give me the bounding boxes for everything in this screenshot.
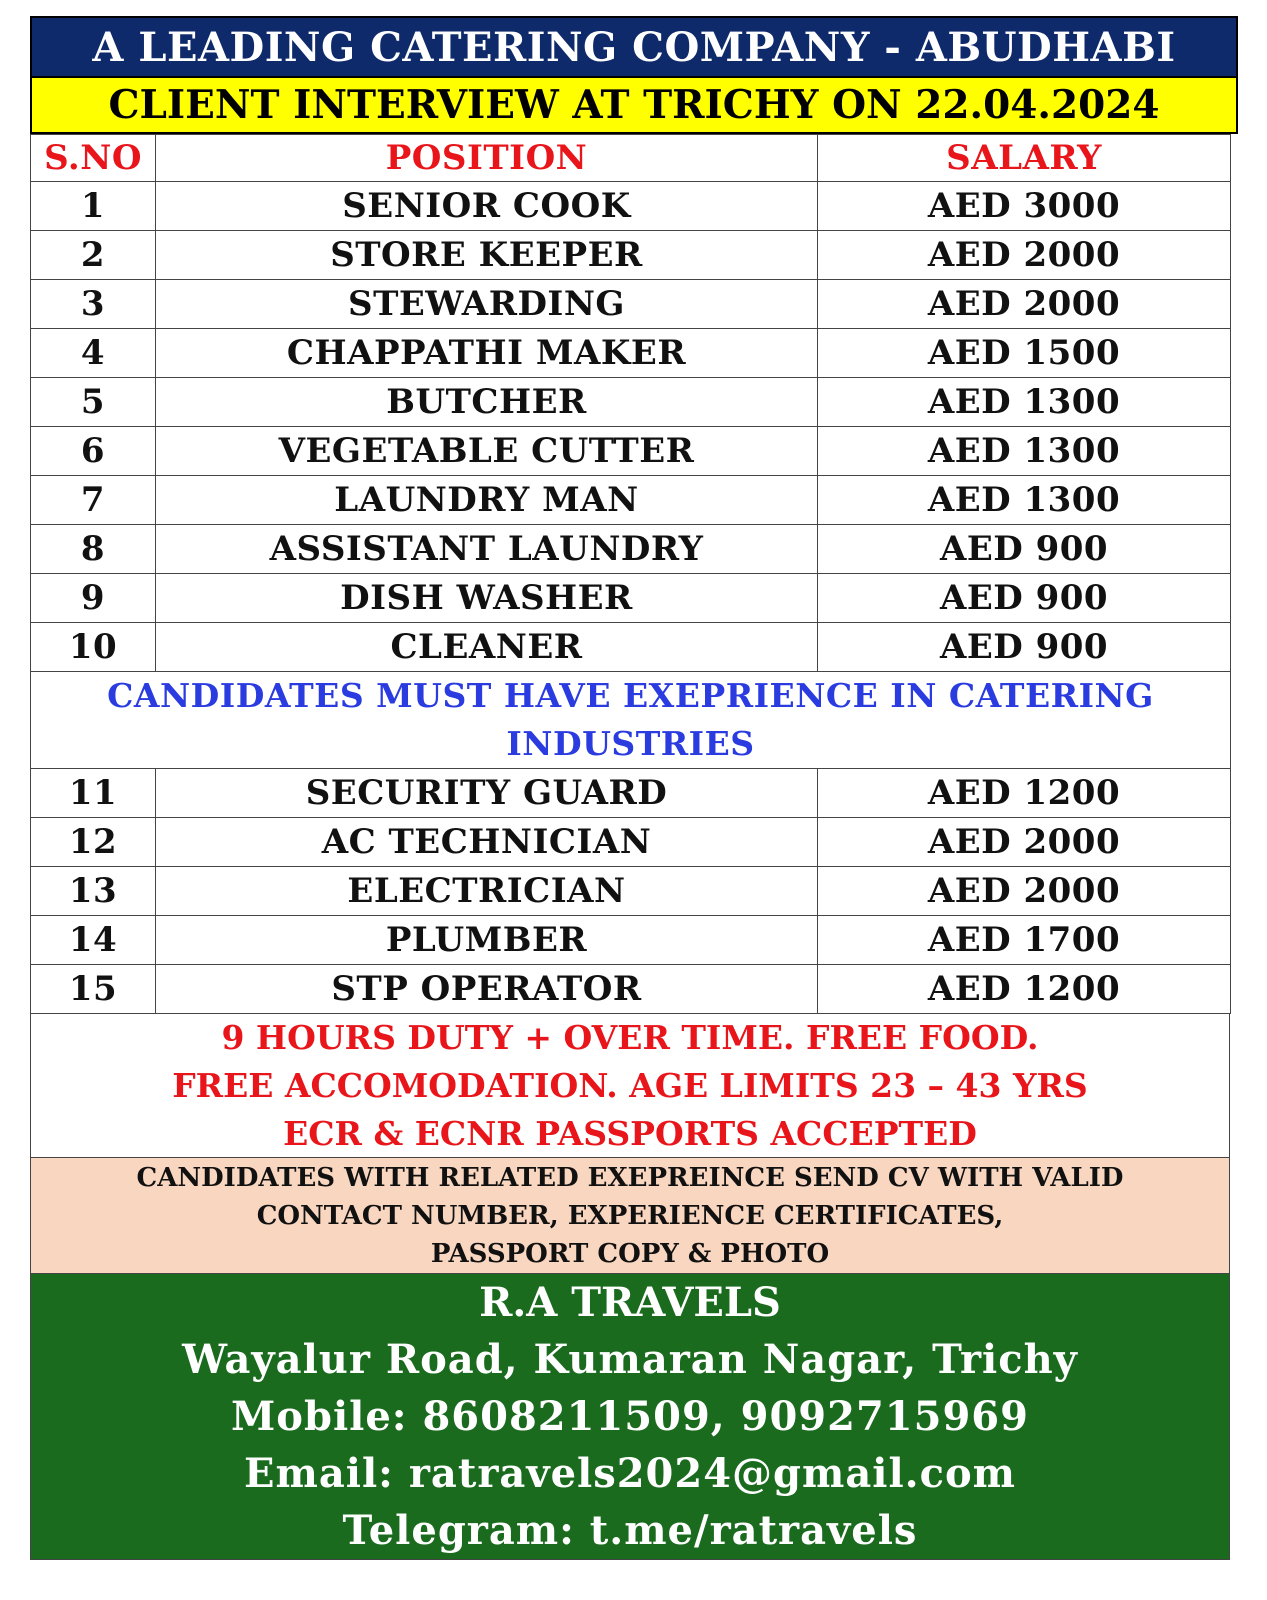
job-poster bbox=[30, 16, 1238, 1560]
table-row bbox=[31, 182, 1231, 231]
row-sno: 10 bbox=[31, 623, 156, 672]
instructions-block bbox=[30, 1158, 1230, 1274]
table-row bbox=[31, 818, 1231, 867]
row-salary: AED 2000 bbox=[818, 280, 1231, 329]
row-position: STORE KEEPER bbox=[156, 231, 818, 280]
instruction-line: CANDIDATES WITH RELATED EXEPREINCE SEND CV WITH VALID bbox=[136, 1162, 1124, 1193]
agency-address: Wayalur Road, Kumaran Nagar, Trichy bbox=[182, 1335, 1078, 1383]
experience-note: CANDIDATES MUST HAVE EXEPRIENCE IN CATERING INDUSTRIES bbox=[31, 672, 1231, 769]
benefit-line: ECR & ECNR PASSPORTS ACCEPTED bbox=[283, 1113, 977, 1153]
row-sno: 8 bbox=[31, 525, 156, 574]
table-row bbox=[31, 476, 1231, 525]
row-position: CLEANER bbox=[156, 623, 818, 672]
row-sno: 15 bbox=[31, 965, 156, 1014]
row-position: SENIOR COOK bbox=[156, 182, 818, 231]
row-sno: 13 bbox=[31, 867, 156, 916]
row-salary: AED 1300 bbox=[818, 427, 1231, 476]
row-sno: 5 bbox=[31, 378, 156, 427]
row-position: STEWARDING bbox=[156, 280, 818, 329]
row-sno: 14 bbox=[31, 916, 156, 965]
column-header-sno: S.NO bbox=[31, 135, 156, 182]
row-position: DISH WASHER bbox=[156, 574, 818, 623]
row-position: ASSISTANT LAUNDRY bbox=[156, 525, 818, 574]
row-sno: 11 bbox=[31, 769, 156, 818]
row-salary: AED 2000 bbox=[818, 818, 1231, 867]
row-salary: AED 1200 bbox=[818, 965, 1231, 1014]
benefits-block bbox=[30, 1014, 1230, 1158]
table-row bbox=[31, 623, 1231, 672]
agency-mobile: Mobile: 8608211509, 9092715969 bbox=[231, 1392, 1029, 1440]
instruction-line: PASSPORT COPY & PHOTO bbox=[430, 1238, 830, 1269]
row-sno: 7 bbox=[31, 476, 156, 525]
table-header-row bbox=[31, 135, 1231, 182]
table-row bbox=[31, 916, 1231, 965]
table-row bbox=[31, 574, 1231, 623]
table-row bbox=[31, 280, 1231, 329]
row-salary: AED 2000 bbox=[818, 231, 1231, 280]
instruction-line: CONTACT NUMBER, EXPERIENCE CERTIFICATES, bbox=[256, 1200, 1004, 1231]
positions-table bbox=[30, 134, 1231, 1014]
benefit-line: 9 HOURS DUTY + OVER TIME. FREE FOOD. bbox=[221, 1017, 1039, 1057]
agency-name: R.A TRAVELS bbox=[479, 1278, 781, 1326]
contact-block bbox=[30, 1274, 1230, 1560]
table-row bbox=[31, 329, 1231, 378]
row-position: LAUNDRY MAN bbox=[156, 476, 818, 525]
row-sno: 12 bbox=[31, 818, 156, 867]
row-sno: 4 bbox=[31, 329, 156, 378]
row-sno: 3 bbox=[31, 280, 156, 329]
table-row bbox=[31, 769, 1231, 818]
row-salary: AED 2000 bbox=[818, 867, 1231, 916]
table-row bbox=[31, 965, 1231, 1014]
row-salary: AED 1700 bbox=[818, 916, 1231, 965]
row-position: STP OPERATOR bbox=[156, 965, 818, 1014]
poster-title: A LEADING CATERING COMPANY - ABUDHABI bbox=[30, 16, 1238, 76]
row-position: VEGETABLE CUTTER bbox=[156, 427, 818, 476]
experience-note-row bbox=[31, 672, 1231, 769]
row-sno: 1 bbox=[31, 182, 156, 231]
row-salary: AED 1200 bbox=[818, 769, 1231, 818]
row-salary: AED 1500 bbox=[818, 329, 1231, 378]
benefit-line: FREE ACCOMODATION. AGE LIMITS 23 – 43 YRS bbox=[172, 1065, 1088, 1105]
column-header-salary: SALARY bbox=[818, 135, 1231, 182]
row-salary: AED 1300 bbox=[818, 378, 1231, 427]
row-sno: 6 bbox=[31, 427, 156, 476]
agency-email: Email: ratravels2024@gmail.com bbox=[244, 1449, 1016, 1497]
row-position: CHAPPATHI MAKER bbox=[156, 329, 818, 378]
row-position: ELECTRICIAN bbox=[156, 867, 818, 916]
row-salary: AED 1300 bbox=[818, 476, 1231, 525]
row-sno: 2 bbox=[31, 231, 156, 280]
agency-telegram: Telegram: t.me/ratravels bbox=[342, 1506, 918, 1554]
table-row bbox=[31, 867, 1231, 916]
table-row bbox=[31, 378, 1231, 427]
row-salary: AED 900 bbox=[818, 574, 1231, 623]
column-header-position: POSITION bbox=[156, 135, 818, 182]
row-position: SECURITY GUARD bbox=[156, 769, 818, 818]
table-row bbox=[31, 231, 1231, 280]
poster-subtitle: CLIENT INTERVIEW AT TRICHY ON 22.04.2024 bbox=[30, 76, 1238, 134]
row-position: AC TECHNICIAN bbox=[156, 818, 818, 867]
table-row bbox=[31, 427, 1231, 476]
row-sno: 9 bbox=[31, 574, 156, 623]
table-row bbox=[31, 525, 1231, 574]
row-position: BUTCHER bbox=[156, 378, 818, 427]
row-salary: AED 3000 bbox=[818, 182, 1231, 231]
row-position: PLUMBER bbox=[156, 916, 818, 965]
row-salary: AED 900 bbox=[818, 623, 1231, 672]
row-salary: AED 900 bbox=[818, 525, 1231, 574]
